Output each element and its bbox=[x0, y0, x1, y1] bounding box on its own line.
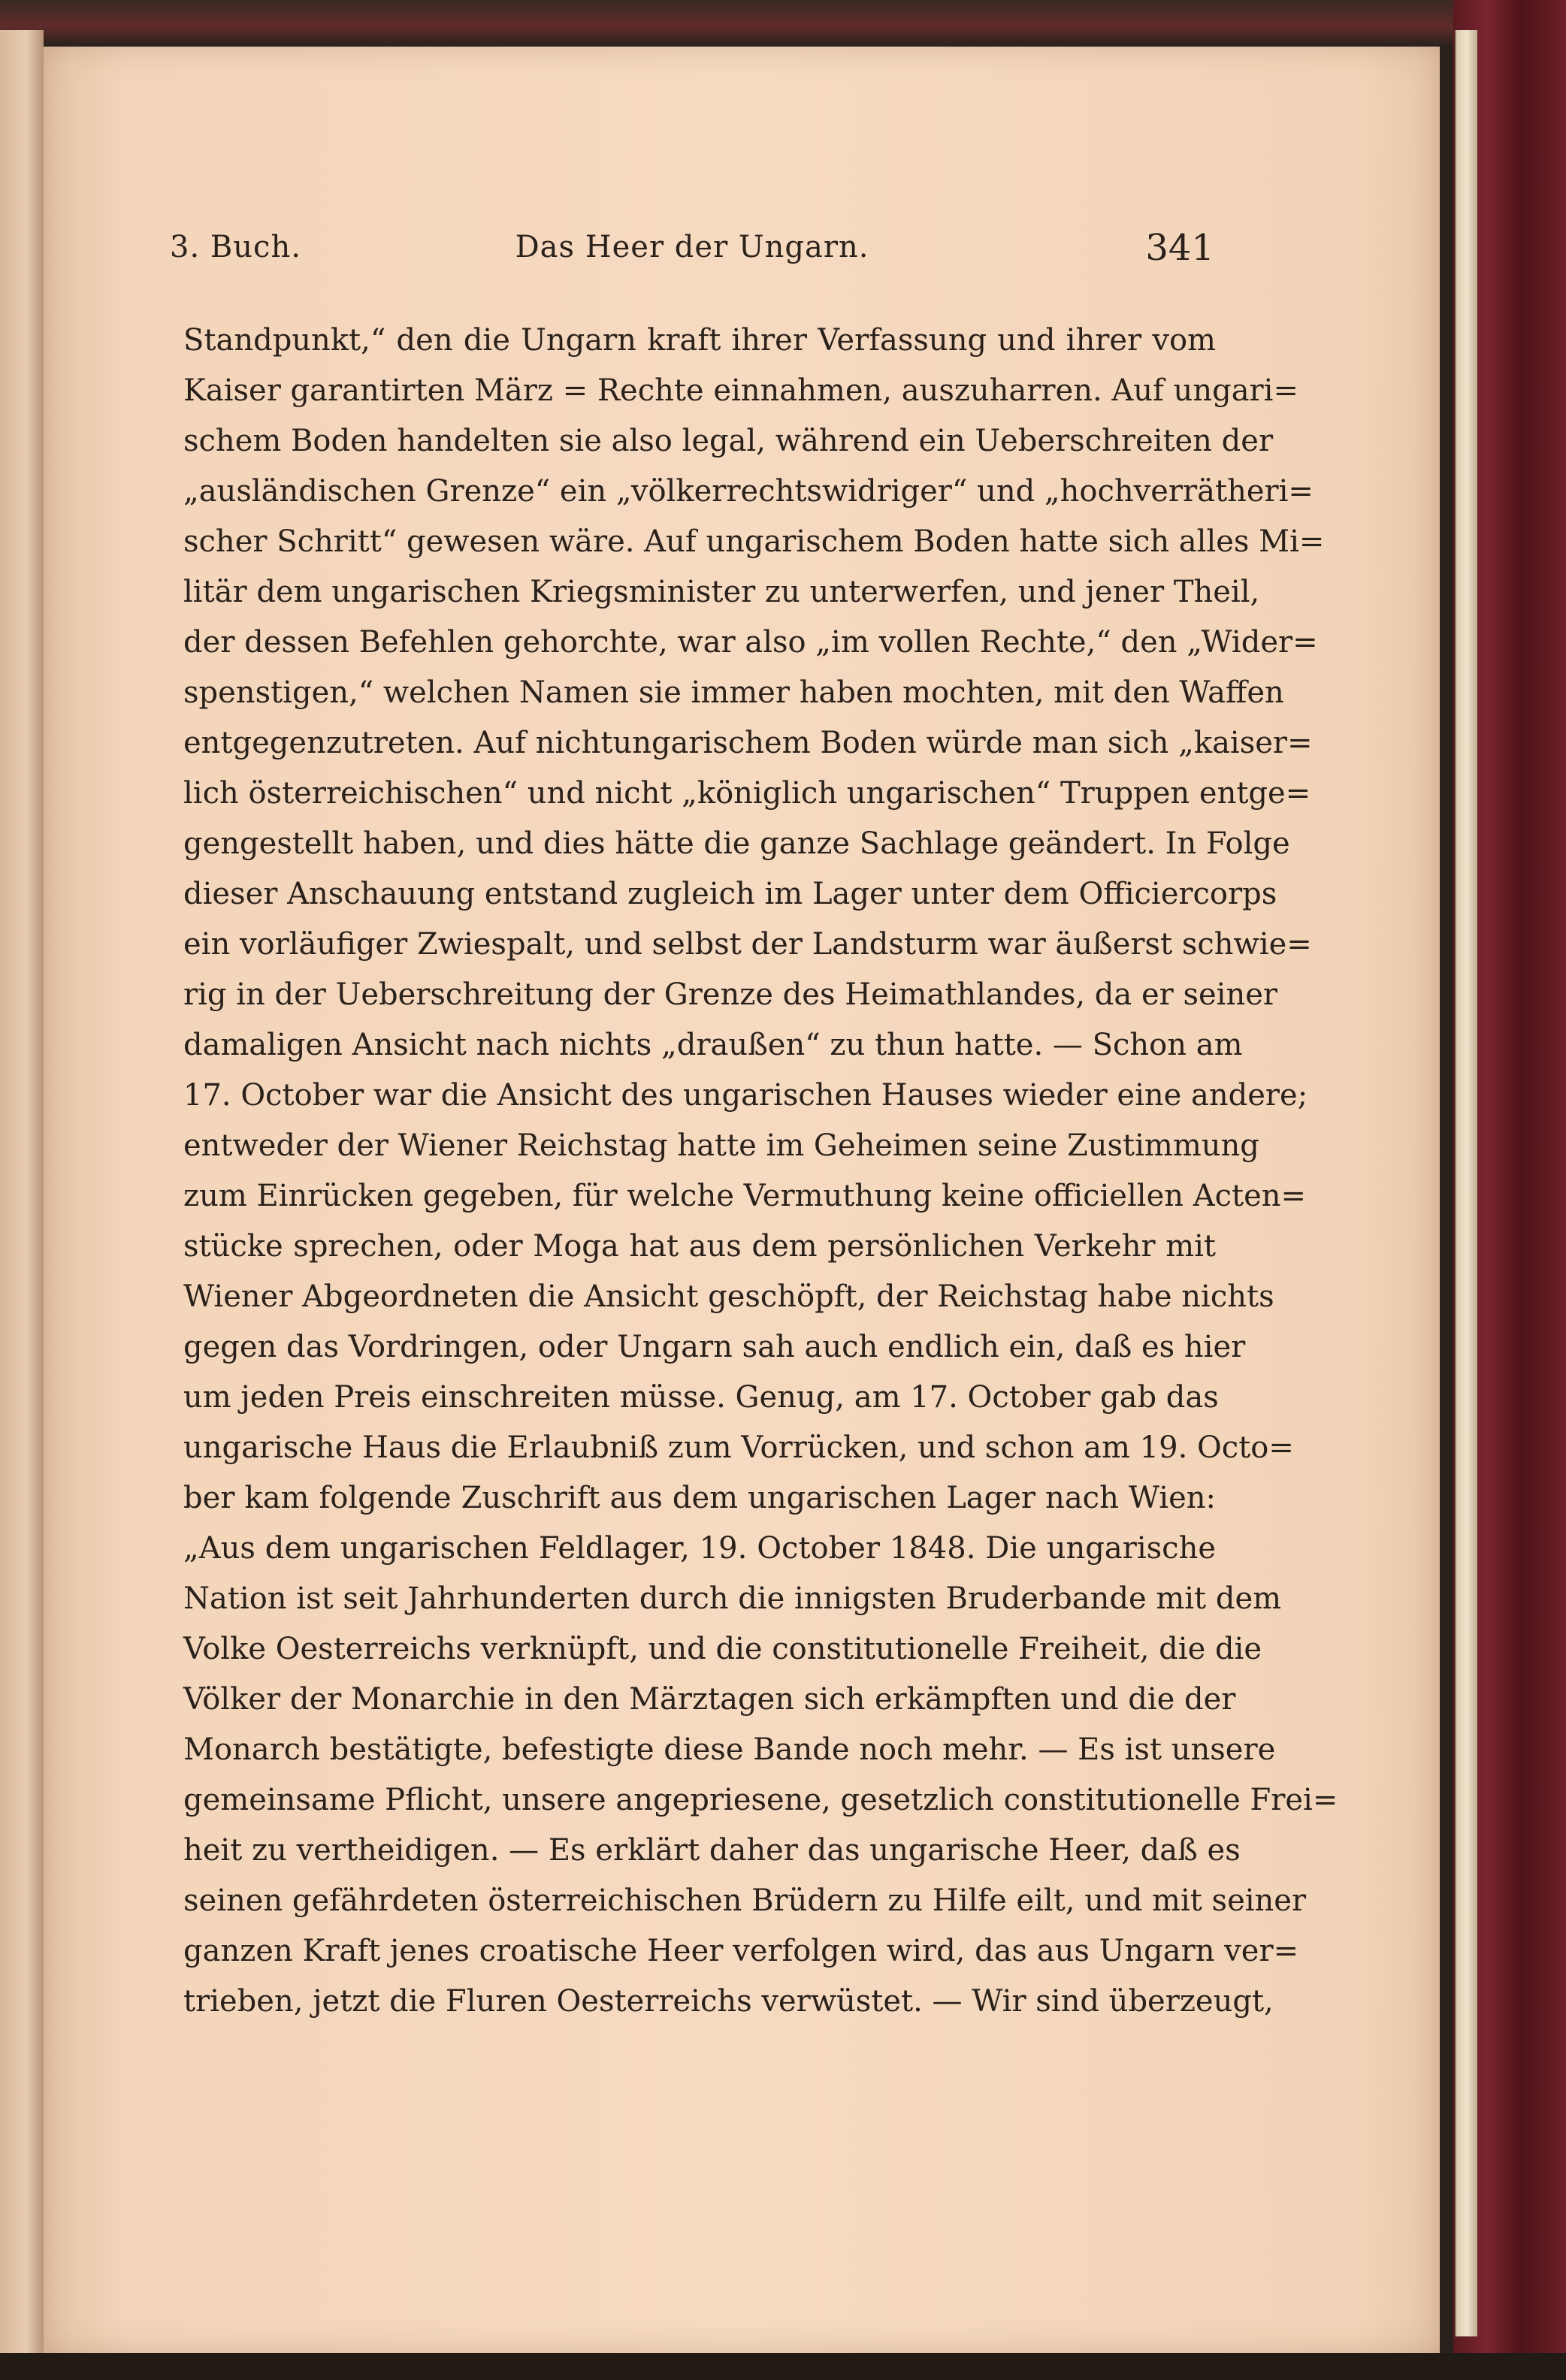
text-line: der dessen Befehlen gehorchte, war also „im vollen Rechte,“ den „Wider= bbox=[183, 625, 1318, 660]
text-line: entweder der Wiener Reichstag hatte im Geheimen seine Zustimmung bbox=[183, 1128, 1259, 1163]
text-line: ber kam folgende Zuschrift aus dem ungarischen Lager nach Wien: bbox=[183, 1481, 1216, 1515]
text-line: dieser Anschauung entstand zugleich im Lager unter dem Officiercorps bbox=[183, 877, 1277, 911]
left-page-edge bbox=[0, 30, 44, 2359]
text-line: gengestellt haben, und dies hätte die ganze Sachlage geändert. In Folge bbox=[183, 826, 1290, 861]
text-line: um jeden Preis einschreiten müsse. Genug, am 17. October gab das bbox=[183, 1380, 1219, 1415]
header-title: Das Heer der Ungarn. bbox=[515, 230, 869, 264]
book-cover-top bbox=[0, 0, 1566, 45]
header-book: 3. Buch. bbox=[170, 230, 301, 264]
text-line: ungarische Haus die Erlaubniß zum Vorrücken, und schon am 19. Octo= bbox=[183, 1430, 1294, 1465]
text-line: 17. October war die Ansicht des ungarischen Hauses wieder eine andere; bbox=[183, 1078, 1308, 1113]
text-line: rig in der Ueberschreitung der Grenze des Heimathlandes, da er seiner bbox=[183, 977, 1278, 1012]
text-line: heit zu vertheidigen. — Es erklärt daher das ungarische Heer, daß es bbox=[183, 1833, 1241, 1868]
text-line: ein vorläufiger Zwiespalt, und selbst der Landsturm war äußerst schwie= bbox=[183, 927, 1312, 962]
page-edges bbox=[1455, 30, 1477, 2336]
text-line: gemeinsame Pflicht, unsere angepriesene, gesetzlich constitutionelle Frei= bbox=[183, 1783, 1338, 1817]
text-line: gegen das Vordringen, oder Ungarn sah auch endlich ein, daß es hier bbox=[183, 1330, 1246, 1364]
text-line: spenstigen,“ welchen Namen sie immer haben mochten, mit den Waffen bbox=[183, 675, 1284, 710]
text-line: Wiener Abgeordneten die Ansicht geschöpft, der Reichstag habe nichts bbox=[183, 1279, 1274, 1314]
text-line: damaligen Ansicht nach nichts „draußen“ zu thun hatte. — Schon am bbox=[183, 1028, 1243, 1062]
text-line: litär dem ungarischen Kriegsminister zu unterwerfen, und jener Theil, bbox=[183, 575, 1260, 609]
text-line: schem Boden handelten sie also legal, während ein Ueberschreiten der bbox=[183, 424, 1274, 458]
book-cover-bottom bbox=[0, 2353, 1566, 2380]
text-line: lich österreichischen“ und nicht „königlich ungarischen“ Truppen entge= bbox=[183, 776, 1311, 811]
text-line: scher Schritt“ gewesen wäre. Auf ungarischem Boden hatte sich alles Mi= bbox=[183, 524, 1325, 559]
text-line: stücke sprechen, oder Moga hat aus dem persönlichen Verkehr mit bbox=[183, 1229, 1216, 1264]
text-line: entgegenzutreten. Auf nichtungarischem Boden würde man sich „kaiser= bbox=[183, 726, 1313, 760]
text-line: zum Einrücken gegeben, für welche Vermuthung keine officiellen Acten= bbox=[183, 1179, 1307, 1213]
text-line: „ausländischen Grenze“ ein „völkerrechtswidriger“ und „hochverrätheri= bbox=[183, 474, 1314, 509]
page-number: 341 bbox=[1145, 227, 1214, 269]
running-header bbox=[170, 227, 1214, 275]
text-line: Völker der Monarchie in den Märztagen sich erkämpften und die der bbox=[183, 1682, 1236, 1717]
text-line: trieben, jetzt die Fluren Oesterreichs verwüstet. — Wir sind überzeugt, bbox=[183, 1984, 1274, 2019]
body-text bbox=[183, 316, 1338, 2027]
text-line: seinen gefährdeten österreichischen Brüdern zu Hilfe eilt, und mit seiner bbox=[183, 1883, 1307, 1918]
text-line: Nation ist seit Jahrhunderten durch die innigsten Bruderbande mit dem bbox=[183, 1581, 1282, 1616]
text-line: Volke Oesterreichs verknüpft, und die constitutionelle Freiheit, die die bbox=[183, 1632, 1262, 1666]
text-line: ganzen Kraft jenes croatische Heer verfolgen wird, das aus Ungarn ver= bbox=[183, 1934, 1299, 1968]
text-line: Monarch bestätigte, befestigte diese Bande noch mehr. — Es ist unsere bbox=[183, 1732, 1276, 1767]
text-line: Standpunkt,“ den die Ungarn kraft ihrer Verfassung und ihrer vom bbox=[183, 323, 1216, 358]
text-line: Kaiser garantirten März = Rechte einnahmen, auszuharren. Auf ungari= bbox=[183, 373, 1298, 408]
text-line: „Aus dem ungarischen Feldlager, 19. October 1848. Die ungarische bbox=[183, 1531, 1216, 1566]
